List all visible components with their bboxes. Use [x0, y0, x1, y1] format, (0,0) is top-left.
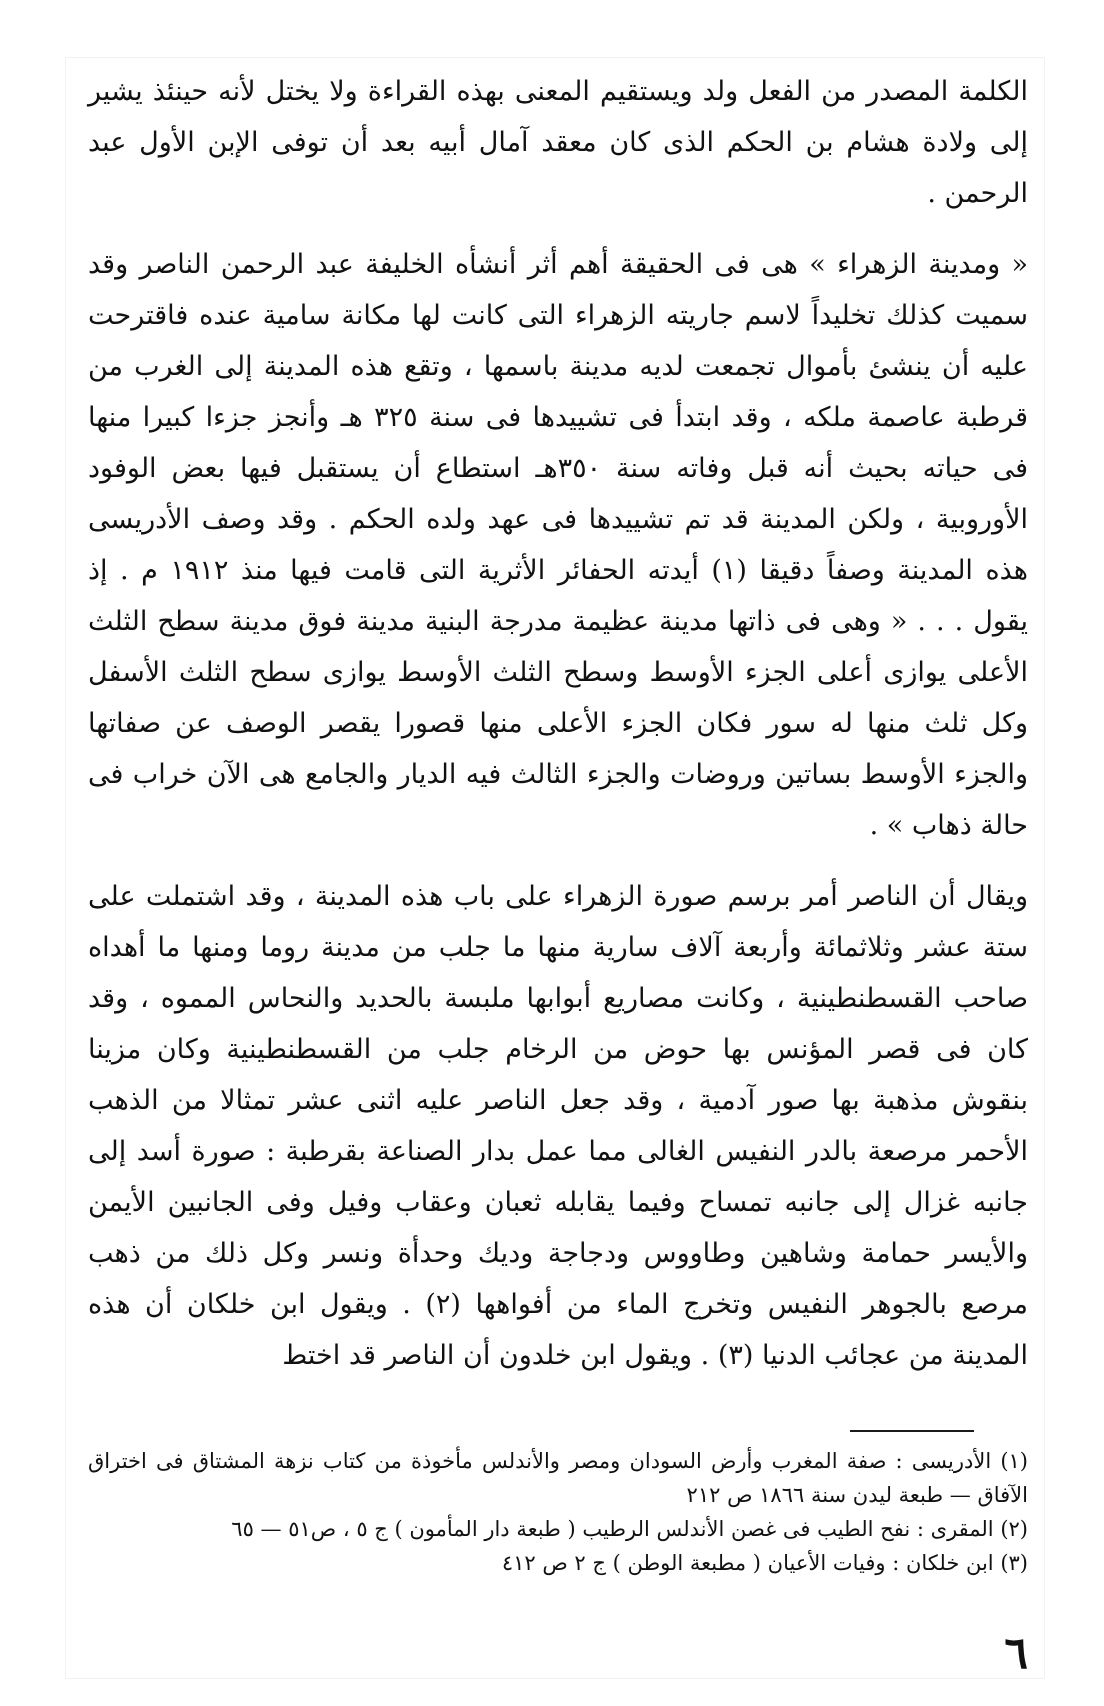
footnote-3: (٣) ابن خلكان : وفيات الأعيان ( مطبعة الوطن ) ج ٢ ص ٤١٢ [501, 1551, 1028, 1575]
footnote-1: (١) الأدريسى : صفة المغرب وأرض السودان ومصر والأندلس مأخوذة من كتاب نزهة المشتاق فى اختراق الآفاق — طبعة ليدن سنة ١٨٦٦ ص ٢١٢ [88, 1449, 1028, 1507]
footnotes [88, 1444, 1028, 1580]
page-number: ٦ [1004, 1628, 1028, 1679]
paragraph-2: « ومدينة الزهراء » هى فى الحقيقة أهم أثر أنشأه الخليفة عبد الرحمن الناصر وقد سميت كذلك تخليداً لاسم جاريته الزهراء التى كانت لها مكانة سامية عنده فاقترحت عليه أن ينشئ بأموال تجمعت لديه مدينة باسمها ، وتقع هذه المدينة إلى الغرب من قرطبة عاصمة ملكه ، وقد ابتدأ فى تشييدها فى سنة ٣٢٥ هـ وأنجز جزءا كبيرا منها فى حياته بحيث أنه قبل وفاته سنة ٣٥٠هـ استطاع أن يستقبل فيها بعض الوفود الأوروبية ، ولكن المدينة قد تم تشييدها فى عهد ولده الحكم . وقد وصف الأدريسى هذه المدينة وصفاً دقيقا (١) أيدته الحفائر الأثرية التى قامت فيها منذ ١٩١٢ م . إذ يقول . . . « وهى فى ذاتها مدينة عظيمة مدرجة البنية مدينة فوق مدينة سطح الثلث الأعلى يوازى أعلى الجزء الأوسط وسطح الثلث الأوسط يوازى سطح الثلث الأسفل وكل ثلث منها له سور فكان الجزء الأعلى منها قصورا يقصر الوصف عن صفاتها والجزء الأوسط بساتين وروضات والجزء الثالث فيه الديار والجامع هى الآن خراب فى حالة ذهاب » . [88, 249, 1029, 841]
footnote-2: (٢) المقرى : نفح الطيب فى غصن الأندلس الرطيب ( طبعة دار المأمون ) ج ٥ ، ص٥١ — ٦٥ [231, 1517, 1028, 1541]
main-text [88, 66, 1028, 1391]
paragraph-1: الكلمة المصدر من الفعل ولد ويستقيم المعنى بهذه القراءة ولا يختل لأنه حينئذ يشير إلى ولادة هشام بن الحكم الذى كان معقد آمال أبيه بعد أن توفى الإبن الأول عبد الرحمن . [88, 76, 1028, 209]
paragraph-3: ويقال أن الناصر أمر برسم صورة الزهراء على باب هذه المدينة ، وقد اشتملت على ستة عشر وثلاثمائة وأربعة آلاف سارية منها ما جلب من مدينة روما ومنها ما أهداه صاحب القسطنطينية ، وكانت مصاريع أبوابها ملبسة بالحديد والنحاس المموه ، وقد كان فى قصر المؤنس بها حوض من الرخام جلب من القسطنطينية وكان مزينا بنقوش مذهبة بها صور آدمية ، وقد جعل الناصر عليه اثنى عشر تمثالا من الذهب الأحمر مرصعة بالدر النفيس الغالى مما عمل بدار الصناعة بقرطبة : صورة أسد إلى جانبه غزال إلى جانبه تمساح وفيما يقابله ثعبان وعقاب وفيل وفى الجانبين الأيمن والأيسر حمامة وشاهين وطاووس ودجاجة وديك وحدأة ونسر وكل ذلك من ذهب مرصع بالجوهر النفيس وتخرج الماء من أفواهها (٢) . ويقول ابن خلكان أن هذه المدينة من عجائب الدنيا (٣) . ويقول ابن خلدون أن الناصر قد اختط [88, 881, 1028, 1371]
footnote-divider [850, 1430, 974, 1432]
